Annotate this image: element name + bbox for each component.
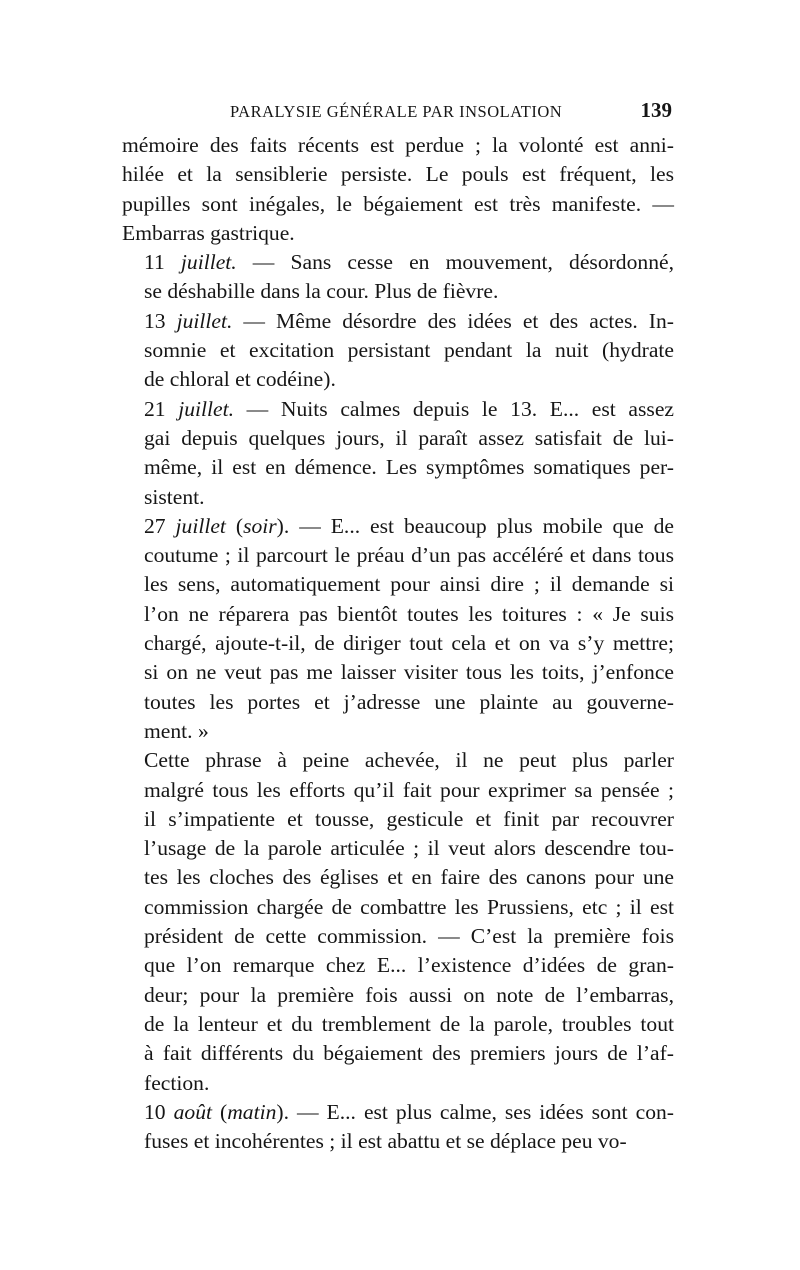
text-line: [122, 190, 674, 219]
paragraph: [122, 1098, 674, 1157]
page-header: [122, 100, 674, 130]
text-run: à fait différents du bégaiement des premiers jours de l’af-: [144, 1041, 674, 1066]
text-run: il s’impatiente et tousse, gesticule et finit par recouvrer: [144, 806, 674, 831]
text-line: [122, 1039, 674, 1068]
text-run: Embarras gastrique.: [122, 220, 295, 245]
text-run: ). — E... est beaucoup plus mobile que de: [276, 513, 674, 538]
text-run: 10: [144, 1099, 174, 1124]
paragraph: [122, 512, 674, 746]
text-line: [122, 658, 674, 687]
body-text: [122, 131, 674, 1156]
text-run: Cette phrase à peine achevée, il ne peut plus parler: [144, 748, 674, 773]
text-line: [122, 1069, 674, 1098]
text-run: malgré tous les efforts qu’il fait pour exprimer sa pensée ;: [144, 777, 674, 802]
text-run: (: [211, 1099, 228, 1124]
text-line: [122, 219, 674, 248]
text-line: [122, 248, 674, 277]
text-line: [122, 951, 674, 980]
paragraph: [122, 307, 674, 395]
text-line: [122, 424, 674, 453]
paragraph: [122, 746, 674, 1098]
text-run: — Sans cesse en mouvement, désordonné,: [236, 250, 674, 275]
text-run: commission chargée de combattre les Prussiens, etc ; il est: [144, 894, 674, 919]
text-run: — Nuits calmes depuis le 13. E... est assez: [234, 396, 674, 421]
text-line: [122, 336, 674, 365]
text-run: tes les cloches des églises et en faire des canons pour une: [144, 865, 674, 890]
text-line: [122, 160, 674, 189]
text-line: [122, 981, 674, 1010]
running-title: PARALYSIE GÉNÉRALE PAR INSOLATION: [230, 102, 563, 121]
text-line: [122, 717, 674, 746]
text-run: ment. »: [144, 718, 209, 743]
text-run: se déshabille dans la cour. Plus de fièvre.: [144, 279, 499, 304]
text-line: [122, 395, 674, 424]
text-run: deur; pour la première fois aussi on note de l’embarras,: [144, 982, 674, 1007]
text-run: coutume ; il parcourt le préau d’un pas accéléré et dans tous: [144, 543, 674, 568]
text-run: toutes les portes et j’adresse une plainte au gouverne-: [144, 689, 674, 714]
text-run: de la lenteur et du tremblement de la parole, troubles tout: [144, 1011, 674, 1036]
text-run: fection.: [144, 1070, 210, 1095]
text-run: 21: [144, 396, 179, 421]
text-line: [122, 629, 674, 658]
text-line: [122, 1127, 674, 1156]
text-run: l’on ne réparera pas bientôt toutes les toitures : « Je suis: [144, 601, 674, 626]
text-run: hilée et la sensiblerie persiste. Le pouls est fréquent, les: [122, 162, 674, 187]
text-line: [122, 483, 674, 512]
text-run: 13: [144, 308, 177, 333]
italic-text: juillet.: [176, 308, 233, 333]
text-line: [122, 277, 674, 306]
text-line: [122, 365, 674, 394]
text-run: que l’on remarque chez E... l’existence d’idées de gran-: [144, 953, 674, 978]
text-line: [122, 688, 674, 717]
text-run: président de cette commission. — C’est la première fois: [144, 924, 674, 949]
text-run: fuses et incohérentes ; il est abattu et se déplace peu vo-: [144, 1129, 627, 1154]
text-line: [122, 922, 674, 951]
text-run: pupilles sont inégales, le bégaiement est très manifeste. —: [122, 191, 674, 216]
paragraph: [122, 131, 674, 248]
text-run: sistent.: [144, 484, 205, 509]
paragraph: [122, 395, 674, 512]
italic-text: matin: [227, 1099, 277, 1124]
text-line: [122, 863, 674, 892]
text-line: [122, 131, 674, 160]
text-line: [122, 893, 674, 922]
text-run: même, il est en démence. Les symptômes somatiques per-: [144, 455, 674, 480]
italic-text: soir: [243, 513, 277, 538]
text-run: chargé, ajoute-t-il, de diriger tout cela et on va s’y mettre;: [144, 631, 674, 656]
page-number: 139: [640, 98, 672, 122]
text-line: [122, 512, 674, 541]
text-run: l’usage de la parole articulée ; il veut alors descendre tou-: [144, 836, 674, 861]
paragraph: [122, 248, 674, 307]
text-line: [122, 453, 674, 482]
text-run: 11: [144, 250, 181, 275]
italic-text: août: [173, 1099, 212, 1124]
text-line: [122, 1010, 674, 1039]
italic-text: juillet: [175, 513, 226, 538]
text-run: gai depuis quelques jours, il paraît assez satisfait de lui-: [144, 425, 674, 450]
text-run: — Même désordre des idées et des actes. In-: [232, 308, 674, 333]
text-line: [122, 1098, 674, 1127]
text-run: de chloral et codéine).: [144, 367, 336, 392]
text-line: [122, 570, 674, 599]
italic-text: juillet.: [178, 396, 235, 421]
text-line: [122, 307, 674, 336]
text-line: [122, 834, 674, 863]
text-run: (: [225, 513, 244, 538]
text-run: ). — E... est plus calme, ses idées sont con-: [276, 1099, 674, 1124]
text-run: somnie et excitation persistant pendant la nuit (hydrate: [144, 338, 674, 363]
text-run: mémoire des faits récents est perdue ; la volonté est anni-: [122, 133, 674, 157]
text-line: [122, 600, 674, 629]
text-run: si on ne veut pas me laisser visiter tous les toits, j’enfonce: [144, 660, 674, 685]
text-run: 27: [144, 513, 176, 538]
italic-text: juillet.: [180, 250, 237, 275]
text-line: [122, 746, 674, 775]
text-line: [122, 776, 674, 805]
text-line: [122, 541, 674, 570]
text-run: les sens, automatiquement pour ainsi dire ; il demande si: [144, 572, 674, 597]
text-line: [122, 805, 674, 834]
